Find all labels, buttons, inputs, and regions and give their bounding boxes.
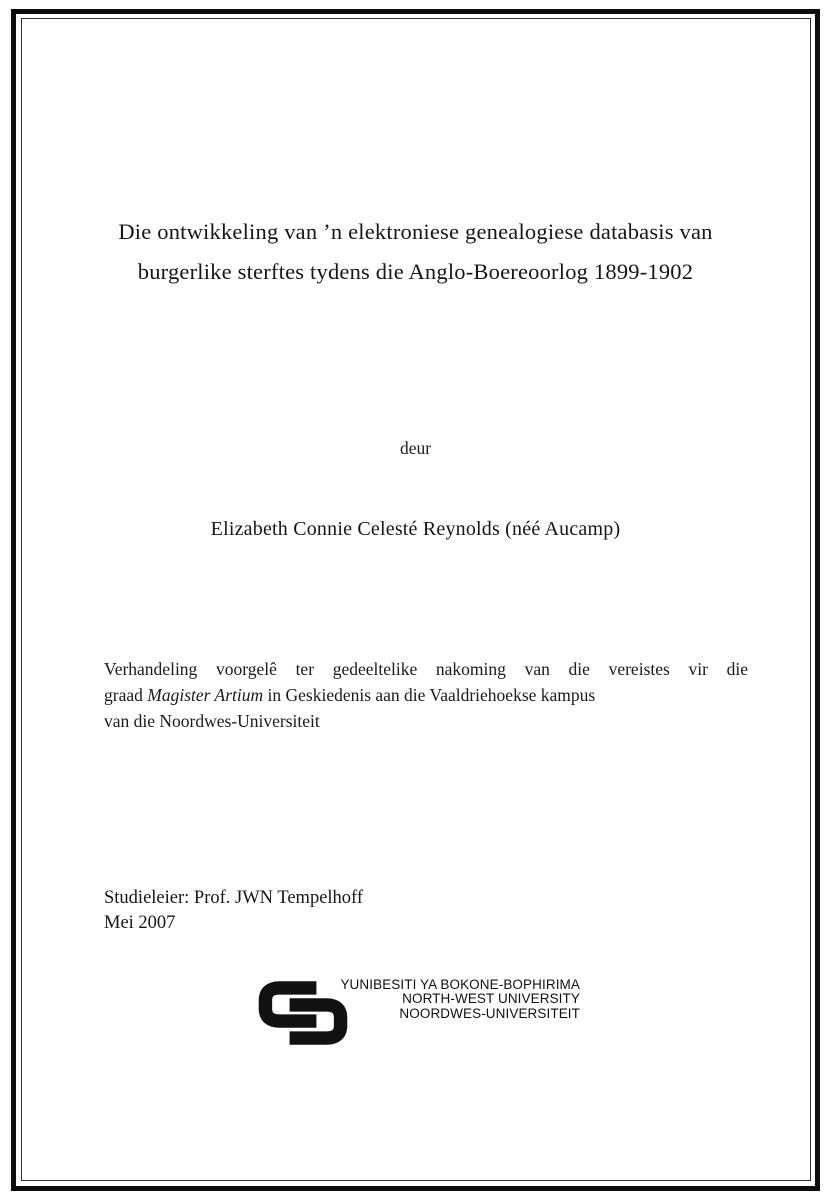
statement-degree-post: in Geskiedenis aan die Vaaldriehoekse kampus <box>263 685 596 705</box>
thesis-statement-line2 <box>104 682 748 708</box>
degree-name: Magister Artium <box>147 685 264 705</box>
thesis-title-line1: Die ontwikkeling van ’n elektroniese genealogiese databasis van <box>118 219 713 244</box>
supervisor-line: Studieleier: Prof. JWN Tempelhoff <box>104 888 364 908</box>
author-name: Elizabeth Connie Celesté Reynolds (néé Aucamp) <box>210 518 621 540</box>
thesis-title <box>60 212 771 292</box>
thesis-statement-line1: Verhandeling voorgelê ter gedeeltelike nakoming van die vereistes vir die <box>104 659 748 679</box>
thesis-title-line2: burgerlike sterftes tydens die Anglo-Boereoorlog 1899-1902 <box>137 259 694 284</box>
thesis-statement <box>104 656 748 734</box>
date-line: Mei 2007 <box>104 913 176 933</box>
university-logo-text <box>332 977 580 1021</box>
university-logo <box>257 977 580 1047</box>
university-name-setswana: YUNIBESITI YA BOKONE-BOPHIRIMA <box>340 977 580 992</box>
byline: deur <box>399 438 432 458</box>
thesis-statement-line3: van die Noordwes-Universiteit <box>104 711 320 731</box>
supervisor-block <box>104 886 363 936</box>
university-name-afrikaans: NOORDWES-UNIVERSITEIT <box>399 1005 580 1021</box>
university-name-english: NORTH-WEST UNIVERSITY <box>402 991 580 1007</box>
statement-degree-pre: graad <box>104 685 148 705</box>
